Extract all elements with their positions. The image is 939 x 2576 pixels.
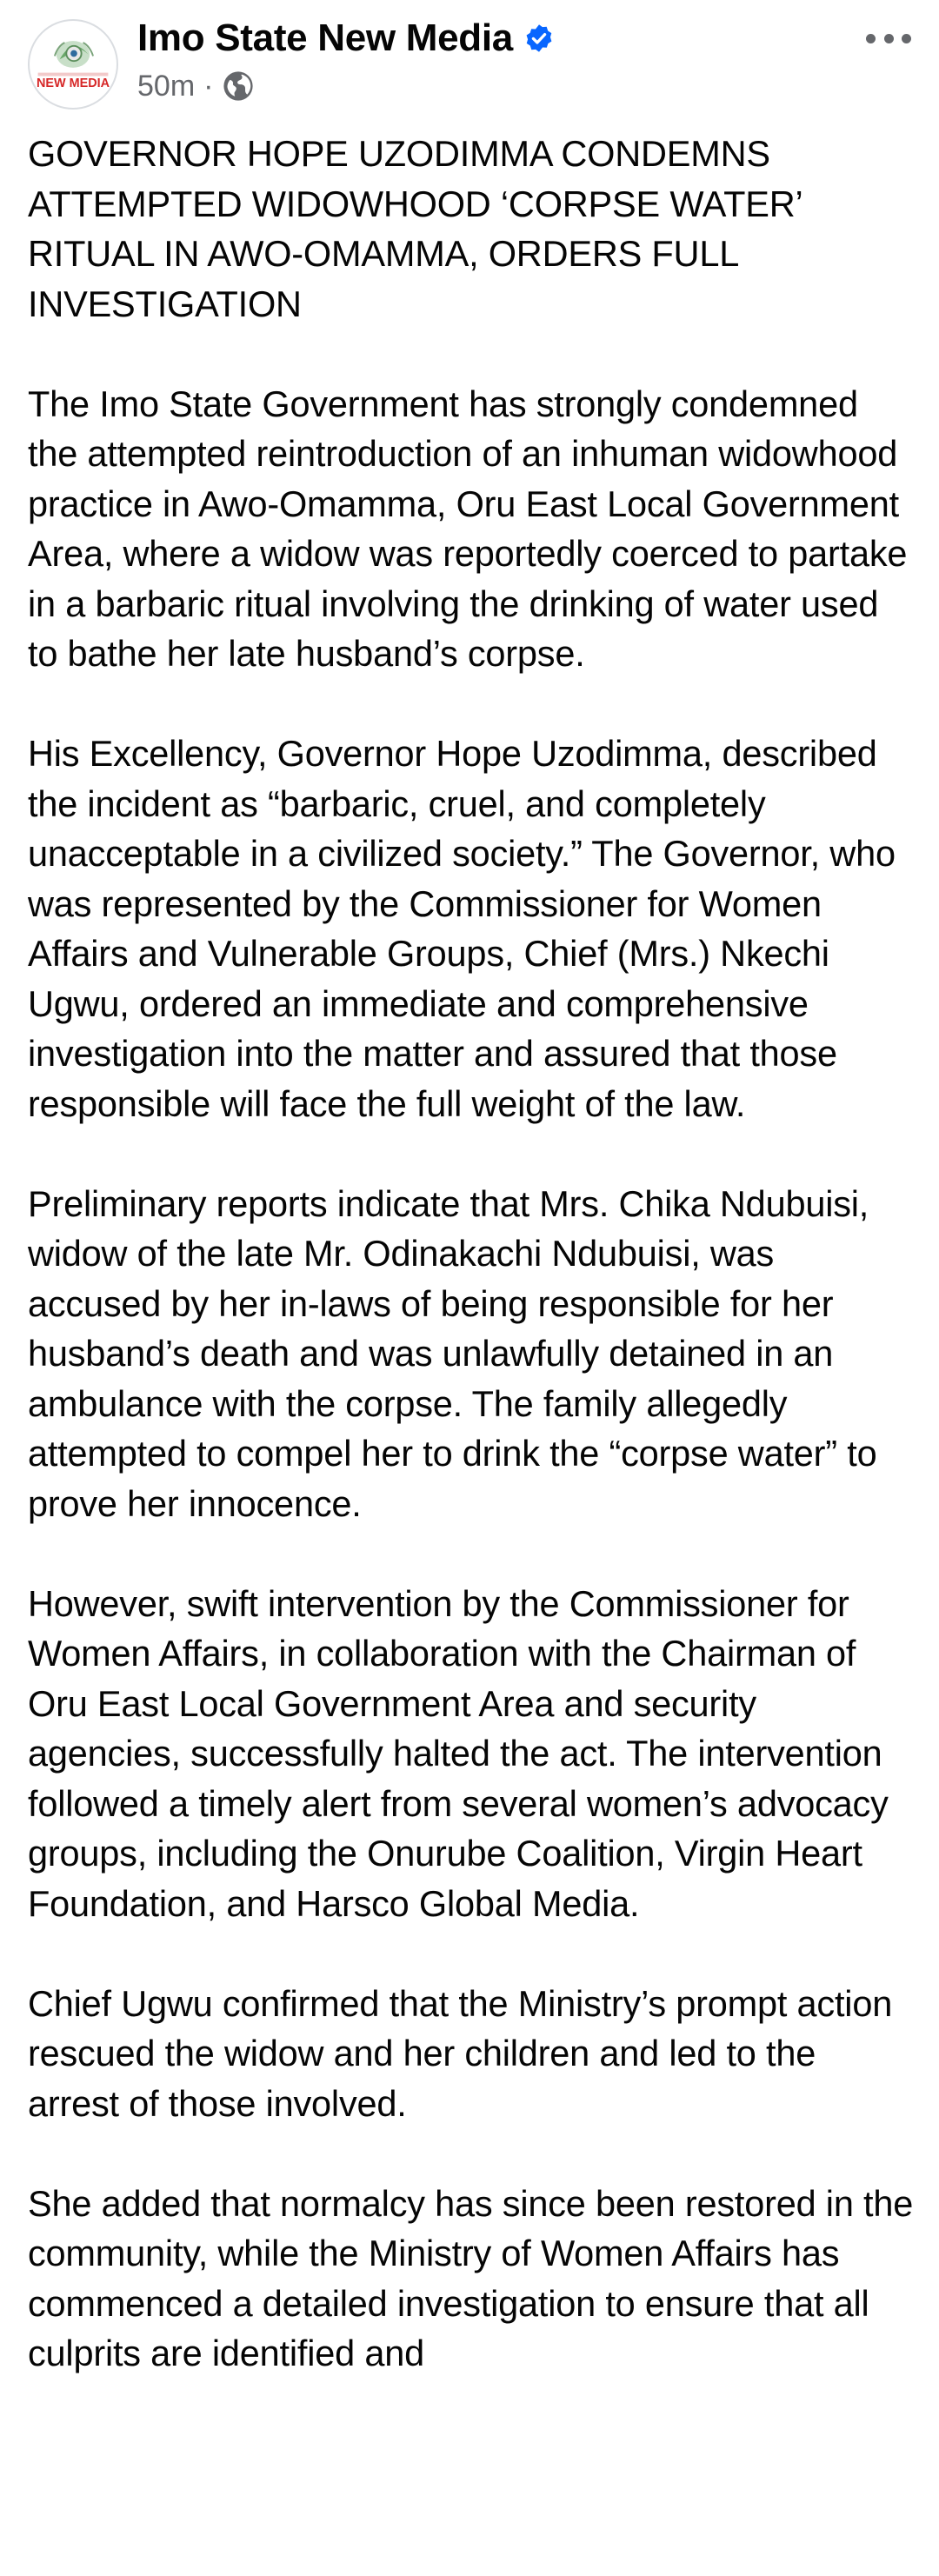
post-paragraph: His Excellency, Governor Hope Uzodimma, described the incident as “barbaric, cruel, and completely unacceptable in a civilized society.” The Governor, who was represented by the Commissioner for Women Affairs and Vulnerable Groups, Chief (Mrs.) Nkechi Ugwu, ordered an immediate and comprehensive investigation into the matter and assured that those responsible will face the full weight of the law.: [28, 733, 896, 1124]
post-paragraph: However, swift intervention by the Commissioner for Women Affairs, in collaboration with the Chairman of Oru East Local Government Area and security agencies, successfully halted the act. The intervention followed a timely alert from several women’s advocacy groups, including the Onurube Coalition, Virgin Heart Foundation, and Harsco Global Media.: [28, 1582, 889, 1924]
meta-separator: ·: [203, 69, 214, 103]
page-name-row: [137, 12, 555, 64]
post-paragraph: Preliminary reports indicate that Mrs. Chika Ndubuisi, widow of the late Mr. Odinakachi Ndubuisi, was accused by her in-laws of being responsible for her husband’s death and was unlawfully detained in an ambulance with the corpse. The family allegedly attempted to compel her to drink the “corpse water” to prove her innocence.: [28, 1182, 877, 1524]
page-name[interactable]: Imo State New Media: [137, 17, 513, 59]
more-dot: [866, 34, 876, 43]
globe-icon[interactable]: [222, 70, 255, 103]
more-dot: [902, 34, 911, 43]
post-text: [28, 129, 915, 2428]
post-paragraph: Chief Ugwu confirmed that the Ministry’s prompt action rescued the widow and her children and led to the arrest of those involved.: [28, 1982, 893, 2124]
more-dot: [884, 34, 894, 43]
post-paragraph: The Imo State Government has strongly condemned the attempted reintroduction of an inhuman widowhood practice in Awo-Omamma, Oru East Local Government Area, where a widow was reportedly coerced to partake in a barbaric ritual involving the drinking of water used to bathe her late husband’s corpse.: [28, 383, 908, 674]
post-timestamp[interactable]: 50m: [137, 69, 196, 103]
page-avatar[interactable]: [28, 19, 118, 110]
avatar-logo-text: NEW MEDIA: [36, 76, 110, 90]
more-options-button[interactable]: [861, 14, 916, 63]
post-header: [0, 0, 939, 130]
verified-badge-icon: [523, 23, 555, 54]
post-meta: [137, 64, 255, 108]
post-paragraph: She added that normalcy has since been restored in the community, while the Ministry of Women Affairs has commenced a detailed investigation to ensure that all culprits are identified and: [28, 2182, 914, 2373]
page-logo-icon: [30, 21, 117, 108]
post-headline: GOVERNOR HOPE UZODIMMA CONDEMNS ATTEMPTED WIDOWHOOD ‘CORPSE WATER’ RITUAL IN AWO-OMAMMA, ORDERS FULL INVESTIGATION: [28, 133, 802, 324]
